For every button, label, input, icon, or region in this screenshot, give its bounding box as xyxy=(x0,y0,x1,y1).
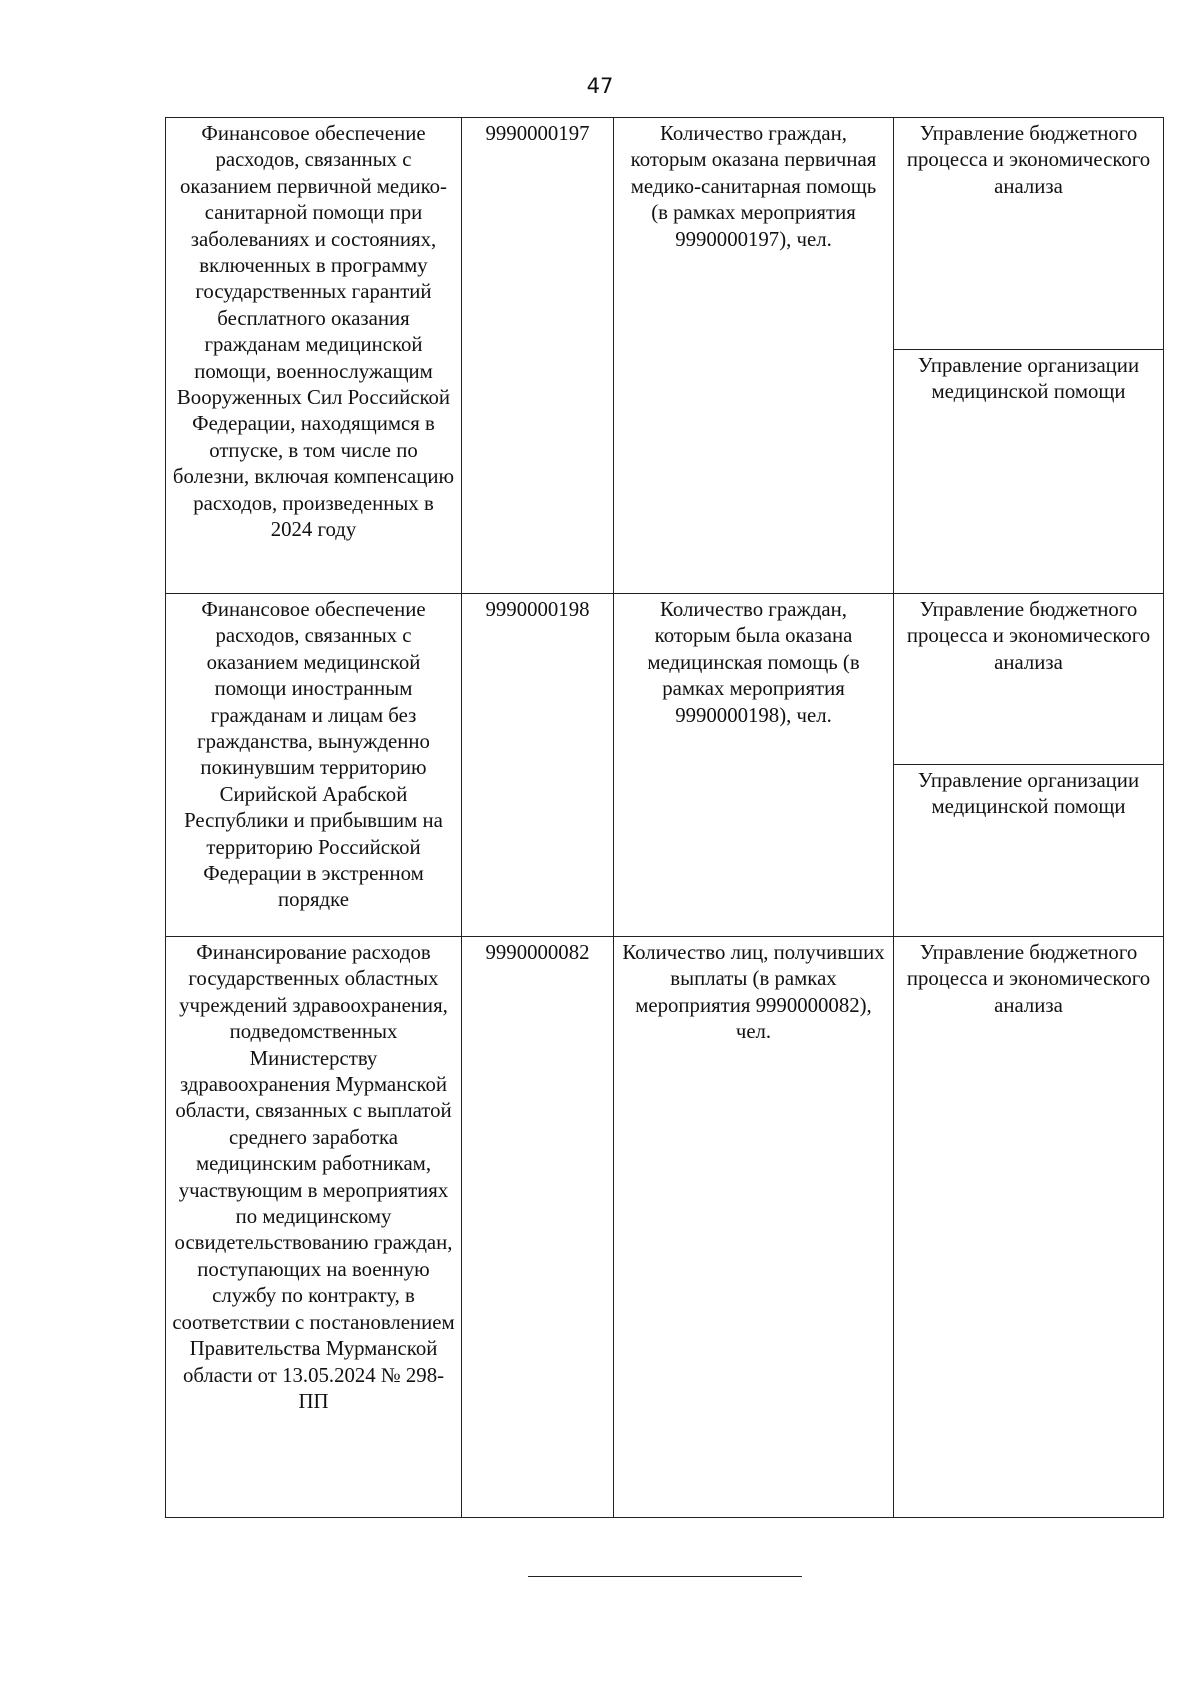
indicator-text: Количество граждан, которым оказана первичная медико-санитарная помощь (в рамках мероприятия 9990000197), чел. xyxy=(630,122,877,251)
code-cell xyxy=(462,594,614,937)
code-cell xyxy=(462,937,614,1518)
indicator-cell xyxy=(614,118,894,594)
table-row xyxy=(166,118,1164,594)
responsible-unit: Управление организации медицинской помощи xyxy=(917,769,1140,819)
description-text: Финансовое обеспечение расходов, связанных с оказанием первичной медико-санитарной помощи при заболеваниях и состояниях, включенных в программу государственных гарантий бесплатного оказания гражданам медицинской помощи, военнослужащим Вооруженных Сил Российской Федерации, находящимся в отпуске, в том числе по болезни, включая компенсацию расходов, произведенных в 2024 году xyxy=(172,122,455,542)
table-row xyxy=(166,594,1164,937)
table-row xyxy=(166,937,1164,1518)
responsible-unit: Управление организации медицинской помощи xyxy=(917,354,1140,404)
responsible-unit: Управление бюджетного процесса и экономического анализа xyxy=(906,941,1151,1017)
indicator-cell xyxy=(614,937,894,1518)
indicator-text: Количество лиц, получивших выплаты (в рамках мероприятия 9990000082), чел. xyxy=(622,941,885,1044)
description-cell xyxy=(166,118,462,594)
measures-table xyxy=(165,117,1164,1518)
responsible-unit: Управление бюджетного процесса и экономического анализа xyxy=(894,594,1163,765)
description-cell xyxy=(166,937,462,1518)
responsible-cell xyxy=(894,594,1164,937)
indicator-cell xyxy=(614,594,894,937)
closing-line xyxy=(528,1576,802,1577)
code-text: 9990000198 xyxy=(485,598,590,621)
description-text: Финансовое обеспечение расходов, связанных с оказанием медицинской помощи иностранным гражданам и лицам без гражданства, вынужденно покинувшим территорию Сирийской Арабской Республики и прибывшим на территорию Российской Федерации в экстренном порядке xyxy=(184,598,443,912)
page-number: 47 xyxy=(586,74,614,98)
indicator-text: Количество граждан, которым была оказана медицинская помощь (в рамках мероприятия 9990000198), чел. xyxy=(647,598,860,727)
code-text: 9990000082 xyxy=(485,941,590,964)
responsible-cell xyxy=(894,937,1164,1518)
description-text: Финансирование расходов государственных областных учреждений здравоохранения, подведомственных Министерству здравоохранения Мурманской области, связанных с выплатой среднего заработка медицинским работникам, участвующим в мероприятиях по медицинскому освидетельствованию граждан, поступающих на военную службу по контракту, в соответствии с постановлением Правительства Мурманской области от 13.05.2024 № 298-ПП xyxy=(172,941,455,1413)
description-cell xyxy=(166,594,462,937)
responsible-unit: Управление бюджетного процесса и экономического анализа xyxy=(894,118,1163,350)
code-cell xyxy=(462,118,614,594)
responsible-cell xyxy=(894,118,1164,594)
code-text: 9990000197 xyxy=(485,122,590,145)
